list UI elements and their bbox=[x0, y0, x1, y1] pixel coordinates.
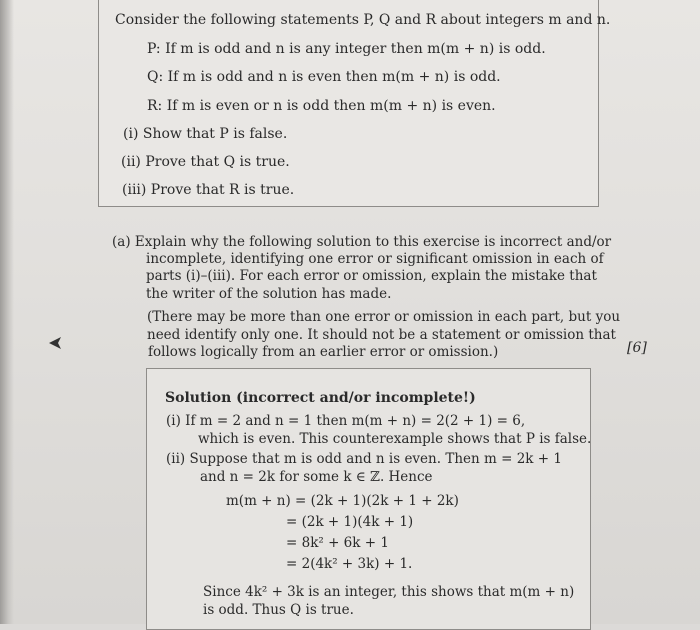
page-edge-shadow bbox=[0, 0, 14, 624]
statement-q: Q: If m is odd and n is even then m(m + n) is odd. bbox=[147, 69, 501, 85]
equation-line-4: = 2(4k² + 3k) + 1. bbox=[286, 556, 413, 572]
question-line-2: incomplete, identifying one error or significant omission in each of bbox=[146, 251, 604, 267]
conclusion-line-1: Since 4k² + 3k is an integer, this shows that m(m + n) bbox=[203, 584, 575, 600]
cursor-arrow-icon bbox=[48, 336, 64, 350]
note-line-2: need identify only one. It should not be a statement or omission that bbox=[147, 327, 616, 343]
question-line-3: parts (i)–(iii). For each error or omission, explain the mistake that bbox=[146, 268, 597, 284]
part-iii: (iii) Prove that R is true. bbox=[122, 182, 295, 198]
part-ii: (ii) Prove that Q is true. bbox=[121, 154, 290, 170]
statement-p: P: If m is odd and n is any integer then m(m + n) is odd. bbox=[147, 41, 546, 57]
marks-label: [6] bbox=[627, 340, 647, 356]
equation-line-3: = 8k² + 6k + 1 bbox=[286, 535, 389, 551]
solution-ii-line-2: and n = 2k for some k ∈ ℤ. Hence bbox=[200, 469, 433, 485]
equation-line-2: = (2k + 1)(4k + 1) bbox=[286, 514, 414, 530]
solution-i-line-2: which is even. This counterexample shows that P is false. bbox=[198, 431, 592, 447]
statement-r: R: If m is even or n is odd then m(m + n) is even. bbox=[147, 98, 496, 114]
note-line-3: follows logically from an earlier error or omission.) bbox=[148, 344, 499, 360]
note-line-1: (There may be more than one error or omission in each part, but you bbox=[147, 309, 621, 325]
solution-ii-line-1: (ii) Suppose that m is odd and n is even. Then m = 2k + 1 bbox=[166, 451, 562, 467]
question-line-4: the writer of the solution has made. bbox=[146, 286, 392, 302]
question-line-1: (a) Explain why the following solution to this exercise is incorrect and/or bbox=[112, 234, 612, 250]
conclusion-line-2: is odd. Thus Q is true. bbox=[203, 602, 354, 618]
solution-title: Solution (incorrect and/or incomplete!) bbox=[165, 390, 476, 406]
exercise-intro: Consider the following statements P, Q and R about integers m and n. bbox=[115, 12, 611, 28]
equation-line-1: m(m + n) = (2k + 1)(2k + 1 + 2k) bbox=[226, 493, 459, 509]
solution-i-line-1: (i) If m = 2 and n = 1 then m(m + n) = 2(2 + 1) = 6, bbox=[166, 413, 526, 429]
part-i: (i) Show that P is false. bbox=[123, 126, 288, 142]
